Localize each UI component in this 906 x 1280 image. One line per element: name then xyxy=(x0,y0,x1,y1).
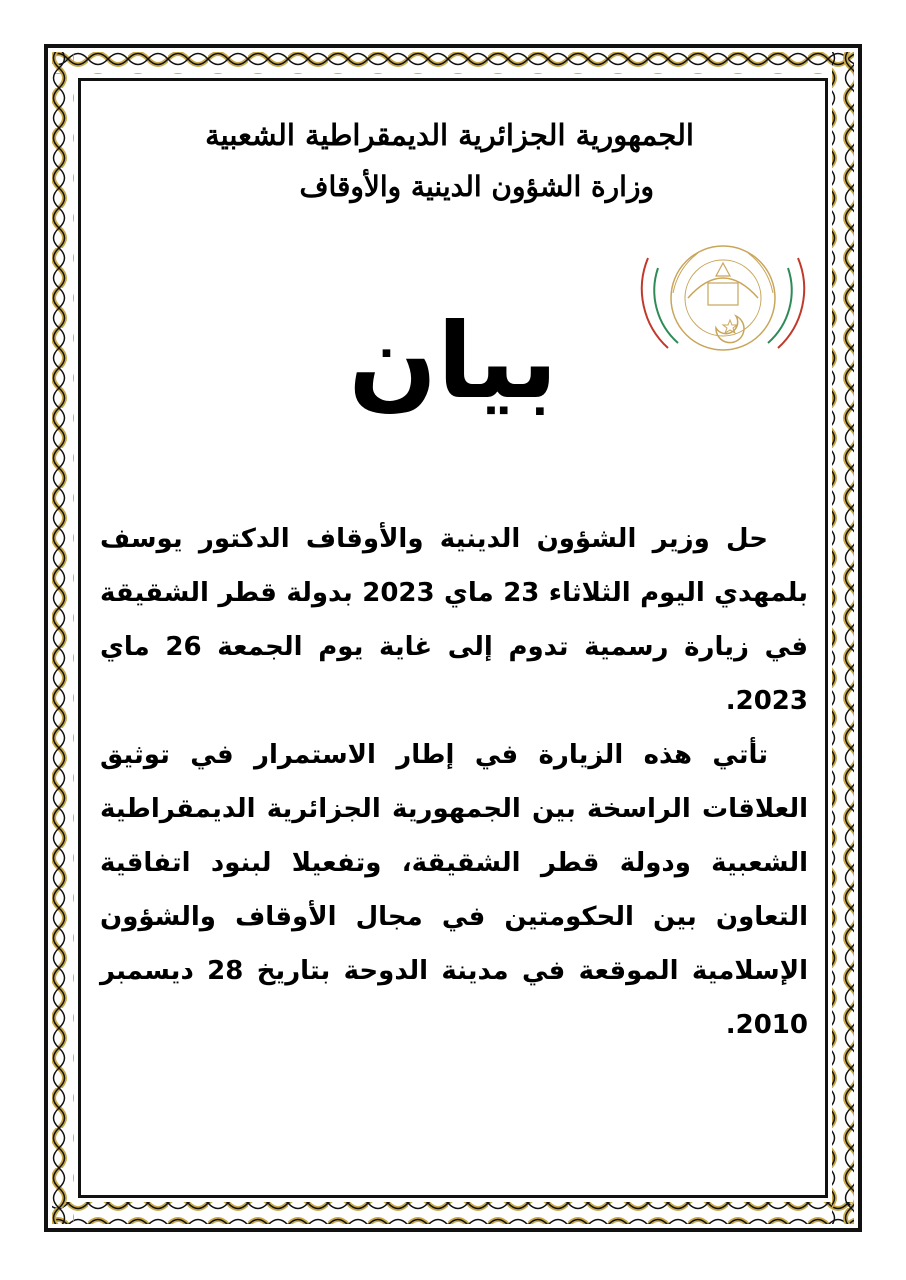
paragraph-1: حل وزير الشؤون الدينية والأوقاف الدكتور يوسف بلمهدي اليوم الثلاثاء 23 ماي 2023 بدولة قطر الشقيقة في زيارة رسمية تدوم إلى غاية يوم الجمعة 26 ماي 2023. xyxy=(100,524,808,716)
statement-body xyxy=(100,512,808,1052)
letterhead xyxy=(205,118,694,203)
document-title: بيان xyxy=(348,300,558,422)
republic-name: الجمهورية الجزائرية الديمقراطية الشعبية xyxy=(205,118,694,152)
paragraph-2: تأتي هذه الزيارة في إطار الاستمرار في توثيق العلاقات الراسخة بين الجمهورية الجزائرية الديمقراطية الشعبية ودولة قطر الشقيقة، وتفعيلا لبنود اتفاقية التعاون بين الحكومتين في مجال الأوقاف والشؤون الإسلامية الموقعة في مدينة الدوحة بتاريخ 28 ديسمبر 2010. xyxy=(100,740,808,1040)
ministry-name: وزارة الشؤون الدينية والأوقاف xyxy=(299,170,654,203)
